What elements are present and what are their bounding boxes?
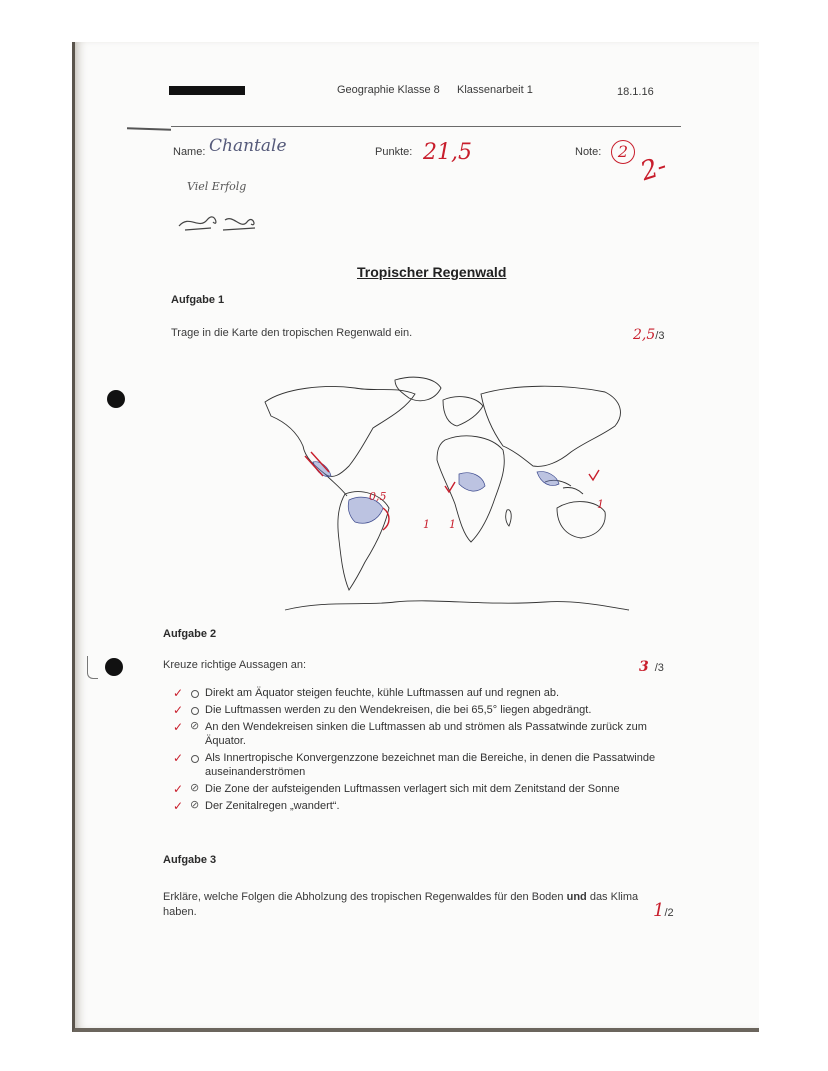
cross-mark-icon[interactable]: ⊘ (190, 782, 200, 794)
grade-annotation: 2- (636, 150, 671, 188)
task2-heading: Aufgabe 2 (163, 628, 217, 640)
task3-score-max: /2 (664, 907, 674, 919)
world-map (245, 370, 635, 625)
task3-score (653, 900, 674, 921)
rainforest-congo (459, 473, 485, 491)
header-divider (171, 126, 681, 127)
task3-instruction (163, 890, 673, 920)
task3-instruction-pre: Erkläre, welche Folgen die Abholzung des tropischen Regenwaldes für den Boden (163, 891, 567, 903)
statement-text: Direkt am Äquator steigen feuchte, kühle Luftmassen auf und regnen ab. (205, 687, 560, 699)
subject-label: Geographie Klasse 8 (337, 84, 440, 96)
statement-text: An den Wendekreisen sinken die Luftmassen ab und strömen als Passatwinde zurück zum Äquator. (205, 721, 647, 747)
name-value: Chantale (209, 136, 287, 156)
cross-mark-icon[interactable]: ⊘ (190, 720, 200, 732)
statement-text: Der Zenitalregen „wandert“. (205, 800, 340, 812)
map-central-america (325, 474, 347, 496)
statement-text: Als Innertropische Konvergenzzone bezeichnet man die Bereiche, in denen die Passatwinde auseinanderströmen (205, 752, 656, 778)
statements-list (169, 686, 689, 813)
map-madagascar (506, 510, 511, 526)
task2-score (639, 658, 664, 676)
statement-5 (169, 782, 689, 796)
red-check-icon: ✓ (173, 782, 184, 796)
map-greenland (395, 377, 441, 401)
punch-hole-top (107, 390, 125, 408)
cross-mark-icon[interactable]: ⊘ (190, 799, 200, 811)
map-mark-asia: 1 (597, 498, 604, 511)
world-map-svg (245, 370, 635, 620)
signature (175, 208, 265, 239)
task1-heading: Aufgabe 1 (171, 294, 225, 306)
task1-score (633, 326, 664, 344)
map-antarctica (285, 601, 629, 610)
red-check-icon: ✓ (173, 799, 184, 813)
red-check-icon: ✓ (173, 720, 184, 734)
task2-score-max: /3 (654, 662, 664, 674)
exam-sheet (72, 42, 759, 1032)
task1-instruction: Trage in die Karte den tropischen Regenwald ein. (171, 327, 413, 339)
points-label: Punkte: (375, 146, 413, 158)
statement-2 (169, 703, 689, 717)
date-label: 18.1.16 (617, 86, 654, 98)
map-north-america (265, 387, 415, 477)
statement-1 (169, 686, 689, 700)
redacted-school-name (169, 86, 245, 95)
red-check-asia (589, 470, 599, 480)
task2-instruction: Kreuze richtige Aussagen an: (163, 659, 307, 671)
task3-score-given: 1 (653, 900, 665, 921)
map-europe (443, 397, 483, 426)
answer-circle[interactable] (191, 707, 199, 715)
points-value: 21,5 (423, 140, 472, 165)
answer-circle[interactable] (191, 755, 199, 763)
map-asia (481, 386, 620, 466)
task3-instruction-bold: und (566, 891, 587, 903)
margin-bracket (87, 656, 98, 679)
margin-stroke (127, 127, 171, 131)
map-mark-south-america: 1 (423, 518, 430, 531)
exam-label: Klassenarbeit 1 (457, 84, 533, 96)
rainforest-southeast-asia (537, 472, 559, 486)
name-label: Name: (173, 146, 206, 158)
teacher-note: Viel Erfolg (187, 180, 247, 193)
answer-circle[interactable] (191, 690, 199, 698)
task3-instruction-post: das Klima haben. (163, 891, 639, 918)
task1-score-given: 2,5 (633, 327, 656, 343)
page-title: Tropischer Regenwald (357, 264, 507, 280)
statement-6 (169, 799, 689, 813)
red-check-icon: ✓ (173, 686, 184, 700)
map-mark-africa: 1 (449, 518, 456, 531)
statement-text: Die Zone der aufsteigenden Luftmassen verlagert sich mit dem Zenitstand der Sonne (205, 783, 620, 795)
task3-heading: Aufgabe 3 (163, 854, 217, 866)
statement-4 (169, 751, 689, 779)
task2-score-given: 3 (639, 659, 649, 675)
red-check-icon: ✓ (173, 703, 184, 717)
grade-label: Note: (575, 146, 602, 158)
statement-text: Die Luftmassen werden zu den Wendekreisen, die bei 65,5° liegen abgedrängt. (205, 704, 592, 716)
map-mark-amazon: 0,5 (369, 490, 387, 503)
statement-3 (169, 720, 689, 748)
red-check-icon: ✓ (173, 751, 184, 765)
task1-score-max: /3 (655, 330, 665, 342)
signature-scribble (175, 208, 265, 234)
punch-hole-bottom (105, 658, 123, 676)
grade-value: 2 (611, 140, 635, 164)
